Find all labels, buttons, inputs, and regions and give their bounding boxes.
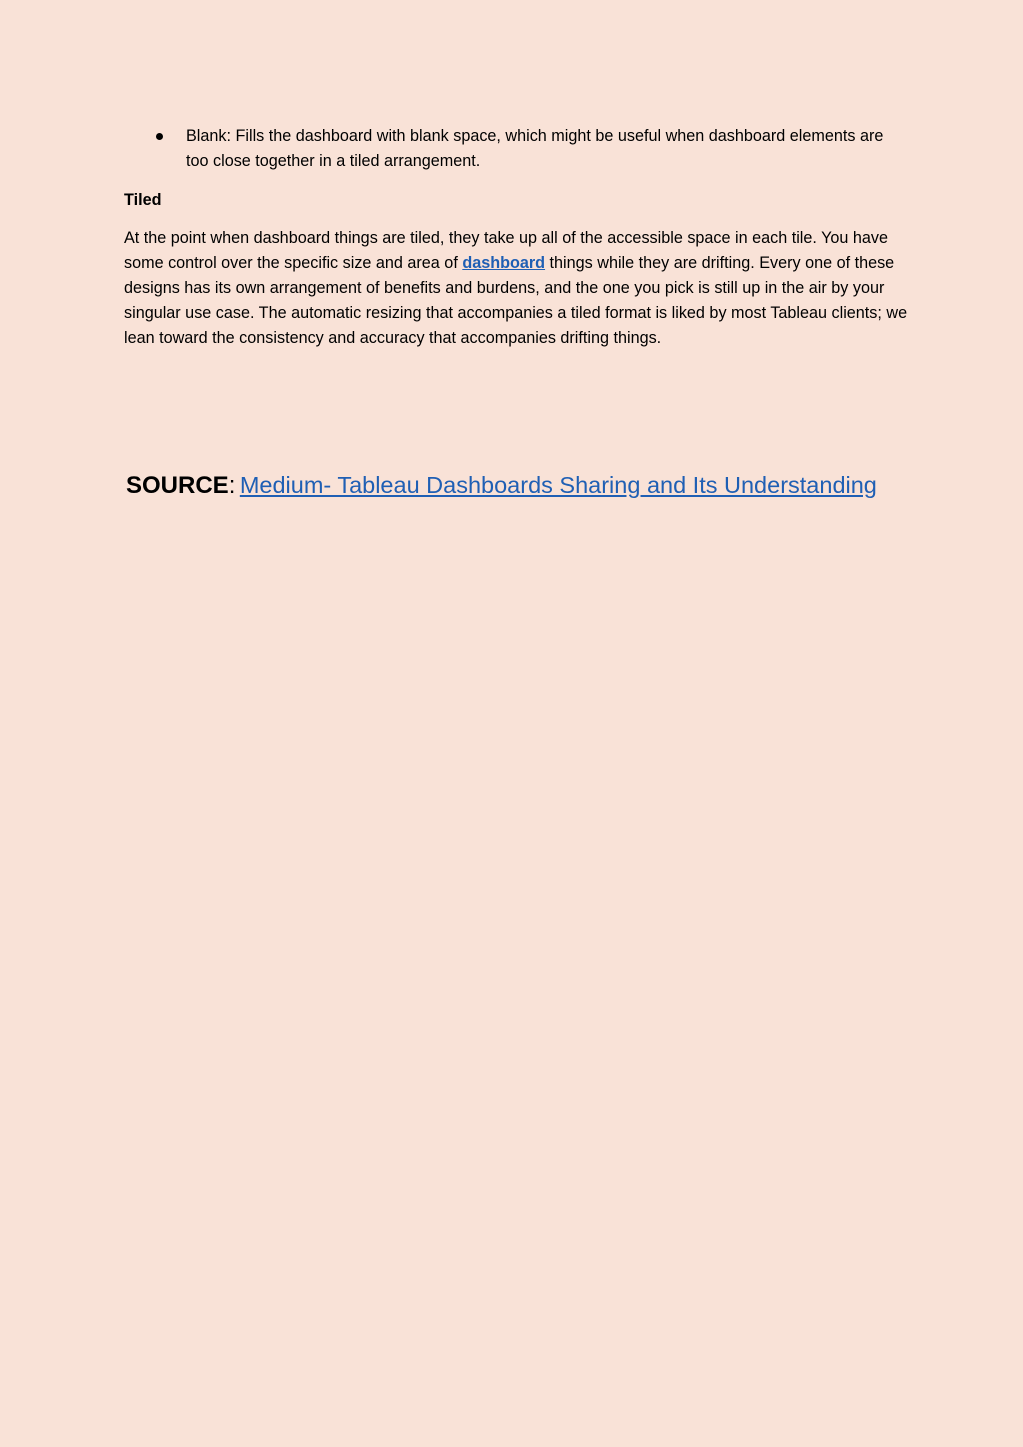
source-separator: : — [228, 472, 236, 499]
source-line — [126, 468, 1006, 506]
paragraph-text-end: things while they are drifting. Every one of these designs has its own arrangement of benefits and burdens, and the one you pick is still up in the air by your singular use case. The automatic resizing that accompanies a tiled format is liked by most Tableau clients; we lean toward the consistency and accuracy that accompanies drifting things. — [124, 254, 908, 347]
bullet-item-blank — [124, 124, 904, 174]
source-label: SOURCE — [126, 472, 229, 499]
section-heading-tiled: Tiled — [124, 191, 162, 209]
bullet-text: Blank: Fills the dashboard with blank space, which might be useful when dashboard elements are too close together in a tiled arrangement. — [186, 127, 884, 170]
source-link[interactable]: Medium- Tableau Dashboards Sharing and Its Understanding — [239, 472, 877, 498]
paragraph-text-start: At the point when dashboard things are tiled, they take up all of the accessible space in each tile. You have some control over the specific size and area of — [124, 229, 889, 272]
bullet-list — [124, 124, 904, 174]
tiled-paragraph — [124, 226, 914, 351]
dashboard-link[interactable]: dashboard — [462, 254, 546, 272]
bullet-dot-icon — [156, 133, 163, 140]
